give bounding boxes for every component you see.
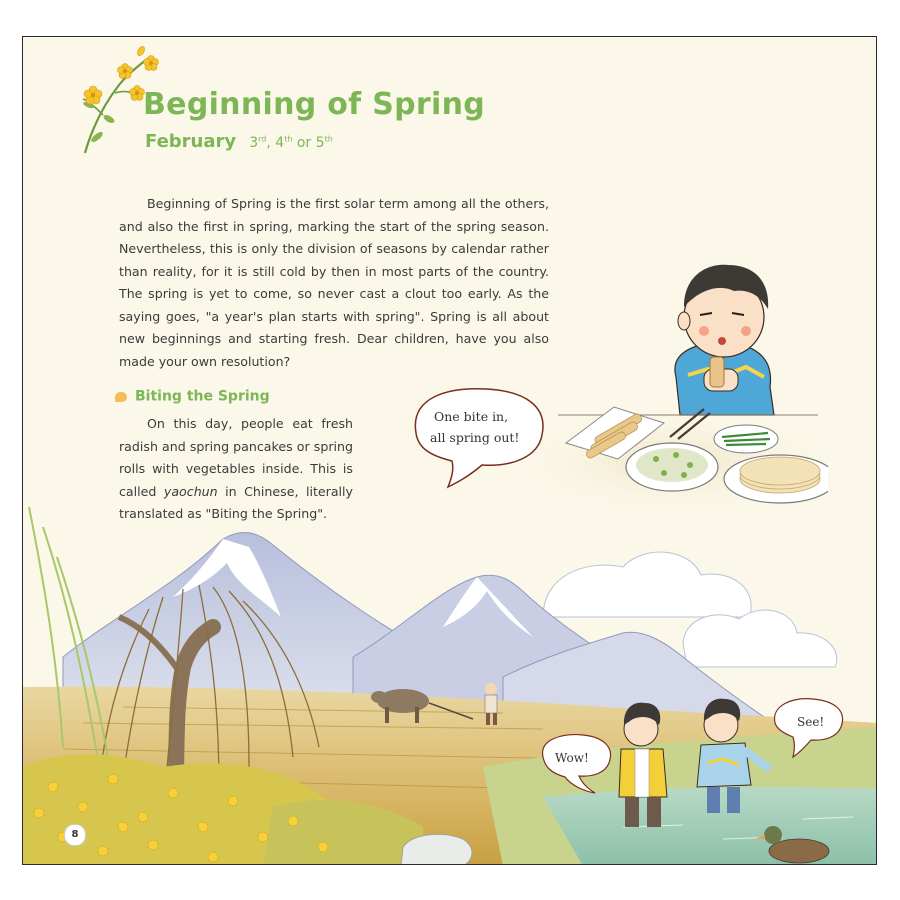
- section-paragraph: On this day, people eat fresh radish and spring pancakes or spring rolls with vegetables inside. This is called yaochun in Chinese, literally translated as "Biting the Spring".: [119, 416, 353, 521]
- wow-speech-text: Wow!: [555, 751, 589, 765]
- intro-paragraph: Beginning of Spring is the first solar term among all the others, and also the first in spring, marking the start of the spring season. Nevertheless, this is only the division of seasons by calendar rather than reality, for it is still cold by then in most parts of the country. The spring is yet to come, so never cast a clout too early. As the saying goes, "a year's plan starts with spring". Spring is all about new beginnings and starting fresh. Dear children, have you also made your own resolution?: [119, 196, 549, 369]
- date-line: [145, 131, 333, 152]
- book-page: [22, 36, 877, 865]
- boy-speech-line-1: One bite in,: [434, 409, 509, 424]
- section-heading: [115, 386, 270, 405]
- section-title: Biting the Spring: [135, 388, 270, 405]
- month-label: February: [145, 131, 237, 152]
- page-number: 8: [64, 824, 86, 846]
- day-range: 3rd, 4th or 5th: [249, 134, 333, 151]
- speech-bullet-icon: [115, 392, 127, 402]
- spring-landscape-illustration: [23, 467, 877, 865]
- boy-speech-line-2: all spring out!: [430, 430, 520, 445]
- page-title: Beginning of Spring: [143, 87, 486, 122]
- see-speech-text: See!: [797, 715, 825, 729]
